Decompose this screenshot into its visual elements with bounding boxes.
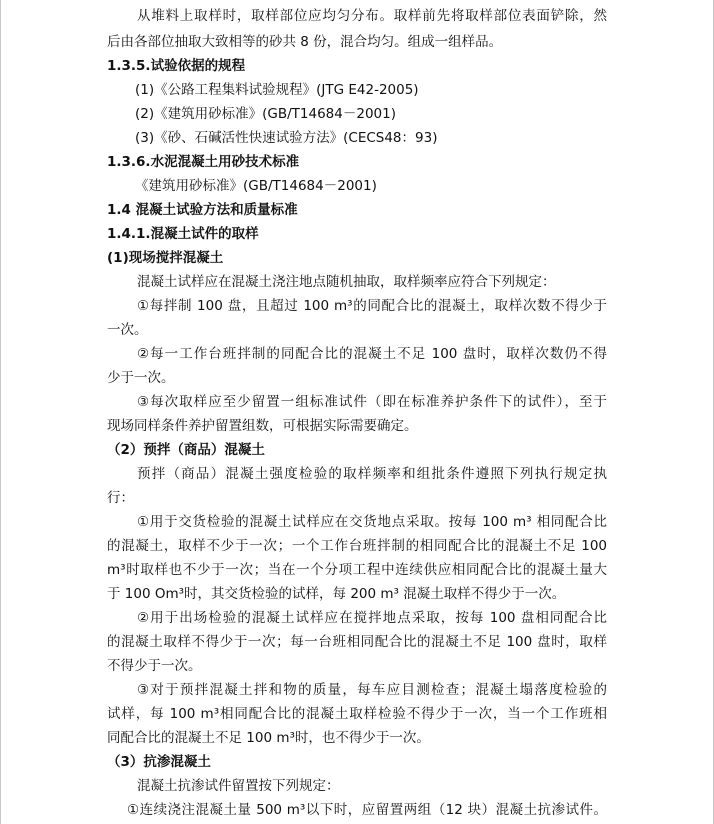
section-heading: 1.3.5.试验依据的规程	[107, 58, 246, 74]
paragraph-line: 试样，每 100 m³相同配合比的混凝土取样检验不得少于一次，当一个工作班相	[107, 706, 607, 722]
paragraph-line: 现场同样条件养护留置组数，可根据实际需要确定。	[107, 418, 418, 434]
paragraph-line: ②用于出场检验的混凝土试样应在搅拌地点采取，按每 100 盘相同配合比	[137, 610, 607, 626]
paragraph-line: 《建筑用砂标准》(GB/T14684－2001)	[135, 178, 377, 194]
paragraph-line: 混凝土试样应在混凝土浇注地点随机抽取，取样频率应符合下列规定：	[137, 274, 556, 290]
paragraph-line: ①连续浇注混凝土量 500 m³以下时，应留置两组（12 块）混凝土抗渗试件。	[127, 802, 607, 818]
paragraph-line: 预拌（商品）混凝土强度检验的取样频率和组批条件遵照下列执行规定执	[137, 466, 607, 482]
paragraph-line: 的混凝土取样不得少于一次；每一台班相同配合比的混凝土不足 100 盘时，取样	[107, 634, 607, 650]
paragraph-line: 一次。	[107, 322, 148, 338]
paragraph-line: 同配合比的混凝土不足 100 m³时，也不得少于一次。	[107, 730, 430, 746]
paragraph-line: ③每次取样应至少留置一组标准试件（即在标准养护条件下的试件），至于	[137, 394, 607, 410]
paragraph-line: 行：	[107, 490, 134, 506]
subsection-heading: (1)现场搅拌混凝土	[107, 250, 224, 266]
subsection-heading: （3）抗渗混凝土	[107, 754, 211, 770]
paragraph-line: 从堆料上取样时，取样部位应均匀分布。取样前先将取样部位表面铲除，然	[137, 8, 607, 24]
paragraph-line: 的混凝土，取样不少于一次；一个工作台班拌制的相同配合比的混凝土不足 100	[107, 538, 607, 554]
list-item: (3)《砂、石碱活性快速试验方法》(CECS48：93)	[135, 130, 438, 146]
paragraph-line: ①用于交货检验的混凝土试样应在交货地点采取。按每 100 m³ 相同配合比	[137, 514, 607, 530]
list-item: (2)《建筑用砂标准》(GB/T14684－2001)	[135, 106, 396, 122]
section-heading: 1.3.6.水泥混凝土用砂技术标准	[107, 154, 300, 170]
paragraph-line: ②每一工作台班拌制的同配合比的混凝土不足 100 盘时，取样次数仍不得	[137, 346, 607, 362]
subsection-heading: （2）预拌（商品）混凝土	[107, 442, 265, 458]
paragraph-line: 于 100 Om³时，其交货检验的试样，每 200 m³ 混凝土取样不得少于一次。	[107, 586, 566, 602]
list-item: (1)《公路工程集料试验规程》(JTG E42-2005)	[135, 82, 419, 98]
paragraph-line: 后由各部位抽取大致相等的砂共 8 份，混合均匀。组成一组样品。	[107, 34, 503, 50]
paragraph-line: ③对于预拌混凝土拌和物的质量，每车应目测检查；混凝土塌落度检验的	[137, 682, 607, 698]
section-heading: 1.4 混凝土试验方法和质量标准	[107, 202, 298, 218]
paragraph-line: 不得少于一次。	[107, 658, 202, 674]
section-heading: 1.4.1.混凝土试件的取样	[107, 226, 259, 242]
paragraph-line: 混凝土抗渗试件留置按下列规定：	[137, 778, 340, 794]
paragraph-line: m³时取样也不少于一次；当在一个分项工程中连续供应相同配合比的混凝土量大	[107, 562, 607, 578]
paragraph-line: ①每拌制 100 盘，且超过 100 m³的同配合比的混凝土，取样次数不得少于	[137, 298, 607, 314]
paragraph-line: 少于一次。	[107, 370, 175, 386]
